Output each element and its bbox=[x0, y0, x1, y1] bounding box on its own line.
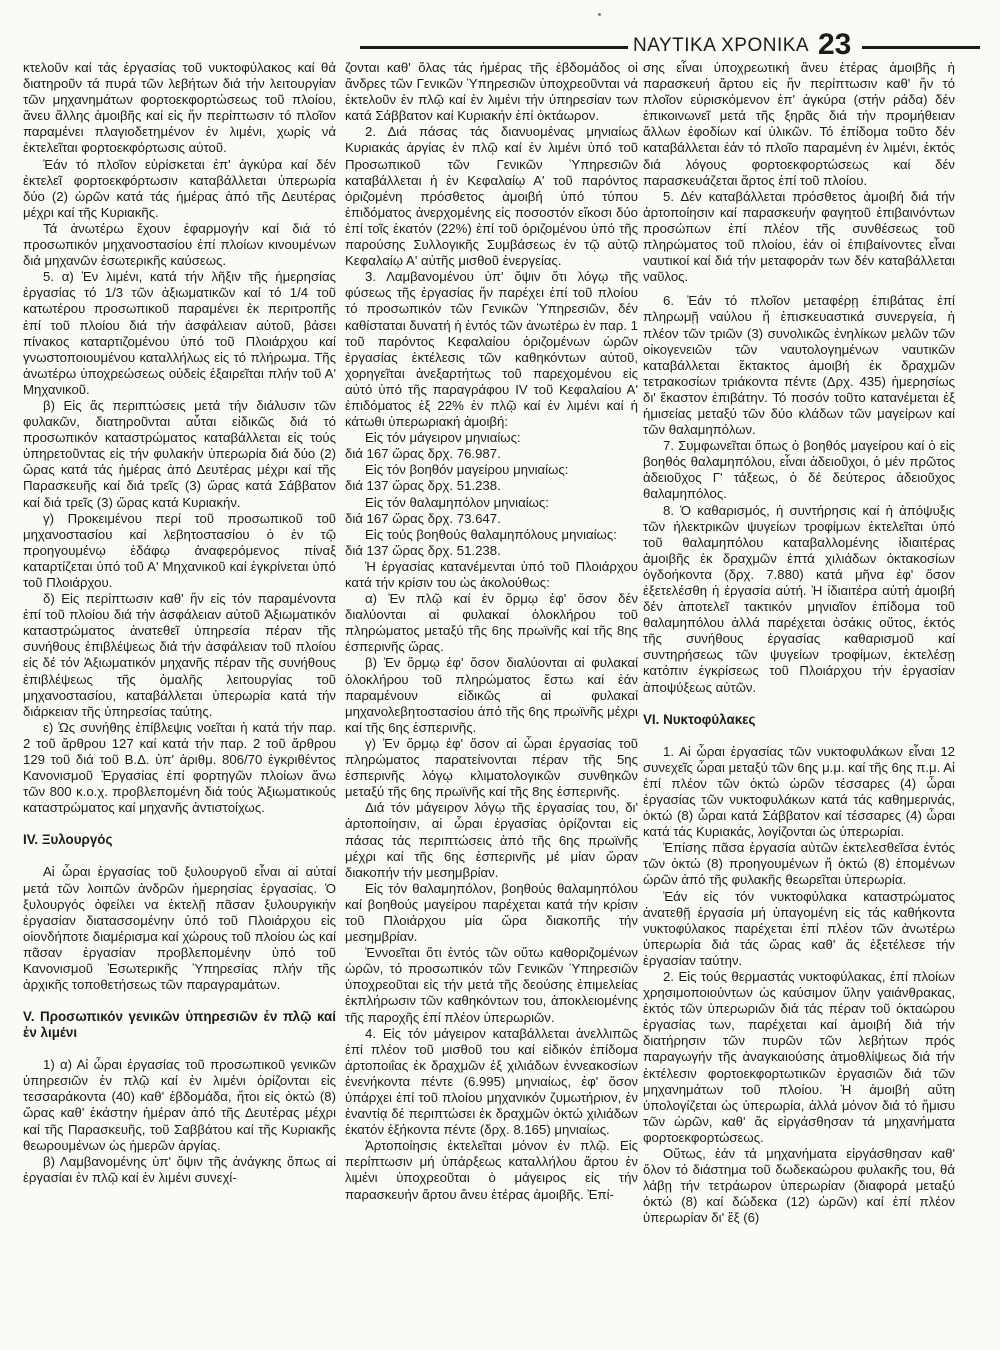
paragraph: Ἀρτοποίησις ἐκτελεῖται μόνον ἐν πλῷ. Εἰς περίπτωσιν μή ὑπάρξεως καταλλήλου ἄρτου ἐν λιμένι ὑποχρεοῦται ὁ μάγειρος εἰς τήν παρασκευήν ἄρτου ἄνευ ἑτέρας ἀμοιβῆς. Ἐπί- bbox=[345, 1138, 638, 1202]
paragraph: 5. Δέν καταβάλλεται πρόσθετος ἀμοιβή διά τήν ἀρτοποίησιν καί παρασκευήν φαγητοῦ ἐπιβαινόντων προσώπων ἐπί πλέον τῆς συνθέσεως τοῦ πληρώματος τοῦ πλοίου, ἐάν οἱ ἐπιβαίνοντες εἶναι ναυτικοί καί διά τήν μεταφοράν των δέν καταβάλλεται ναῦλος. bbox=[643, 188, 955, 285]
paragraph: 3. Λαμβανομένου ὑπ' ὄψιν ὅτι λόγῳ τῆς φύσεως τῆς ἐργασίας ἥν παρέχει ἐπί τοῦ πλοίου τό προσωπικόν τῶν Γενικῶν Ὑπηρεσιῶν, δέν καθίσταται δυνατή ἡ ἐντός τῶν ἀνωτέρω ἐν παρ. 1 τοῦ παρόντος Κεφαλαίου ὁριζομένων ὡρῶν ἐργασίας ἐκτέλεσις τῶν καθηκόντων αὐτοῦ, χορηγεῖται ἀνεξαρτήτως τοῦ παρεχομένου εἰς αὐτό ὑπό τῆς παραγράφου IV τοῦ Κεφαλαίου Α' ἐπιδόματος ἐξ 22% ἐν πλῷ καί ἐν λιμένι καί ἡ κάτωθι ὑπερωριακή ἀμοιβή: bbox=[345, 269, 638, 430]
paragraph: Τά ἀνωτέρω ἔχουν ἐφαρμογήν καί διά τό προσωπικόν μηχανοστασίου ἐπί πλοίων κινουμένων διά μηχανῶν ἐσωτερικῆς καύσεως. bbox=[23, 220, 336, 269]
paragraph: Ἐάν εἰς τόν νυκτοφύλακα καταστρώματος ἀνατεθῇ ἐργασία μή ὑπαγομένη εἰς τάς καθήκοντα νυκτοφύλακος παρέχεται ἐπί πλέον τῶν ἀνωτέρω ὑπερωρία διά τάς ὥρας καθ' ἅς ἐξετέλεσε τήν ἐργασίαν ταύτην. bbox=[643, 888, 955, 968]
section-heading-v: V. Προσωπικόν γενικῶν ὑπηρεσιῶν ἐν πλῷ καί ἐν λιμένι bbox=[23, 1009, 336, 1041]
pay-line: Εἰς τόν θαλαμηπόλον μηνιαίως: bbox=[365, 494, 549, 510]
magazine-title: ΝΑΥΤΙΚΑ ΧΡΟΝΙΚΑ bbox=[633, 35, 810, 56]
pay-line: διά 167 ὥρας δρχ. 76.987. bbox=[345, 446, 501, 462]
paragraph: Ἐπίσης πᾶσα ἐργασία αὐτῶν ἐκτελεσθεῖσα ἐντός τῶν ὀκτώ (8) προηγουμένων ἤ ὀκτώ (8) ἑπομένων ὡρῶν ἀπό τῆς φυλακῆς θεωρεῖται ὑπερωρία. bbox=[643, 840, 955, 888]
paragraph: γ) Ἐν ὅρμῳ ἐφ' ὅσον αἱ ὧραι ἐργασίας τοῦ πληρώματος παρατείνονται πέραν τῆς 5ης ἑσπερινῆς λόγῳ κλιματολογικῶν συνθηκῶν μεταξύ τῆς 6ης πρωϊνῆς καί τῆς 8ης ἑσπερινῆς. bbox=[345, 735, 638, 800]
paragraph: 2. Εἰς τούς θερμαστάς νυκτοφύλακας, ἐπί πλοίων χρησιμοποιούντων ὡς καύσιμον ὕλην γαιάνθρακας, ἐκτός τῶν ὑπερωριῶν διά τάς πέραν τοῦ ὀκταώρου ἐργασίας των, παρέχεται καί ἀμοιβή διά τήν διατήρησιν τῶν πυρῶν τῶν λεβήτων πρός παραγωγήν τῆς ἀναγκαιούσης ἀτμοθλίψεως διά τήν ἐκτέλεσιν φορτοεκφορτωτικῶν ἐργασιῶν διά τῶν μηχανημάτων τοῦ πλοίου. Ἡ ἀμοιβή αὕτη ὑπολογίζεται ὡς ὑπερωρία, ἀλλά μόνον διά τό ἥμισυ τῶν ὡρῶν, καθ' ἅς εἰργάσθησαν τά μηχανήματα φορτοεκφορτώσεως. bbox=[643, 968, 955, 1145]
pay-line: Εἰς τόν βοηθόν μαγείρου μηνιαίως: bbox=[365, 462, 569, 478]
pay-line: Εἰς τόν μάγειρον μηνιαίως: bbox=[365, 430, 521, 446]
paragraph: 5. α) Ἐν λιμένι, κατά τήν λῆξιν τῆς ἡμερησίας ἐργασίας τό 1/3 τῶν ἀξιωματικῶν καί τό 1/4 τοῦ κατωτέρου προσωπικοῦ παραμένει ἐκ περιτροπῆς ἐπί τοῦ πλοίου διά τήν ἀσφάλειαν αὐτοῦ, βάσει πίνακος καταρτιζομένου ὑπό τοῦ Πλοιάρχου καί γνωστοποιουμένου καταλλήλως εἰς τό πλήρωμα. Τῆς ἀνωτέρω ὑποχρεώσεως οὐδείς ἐξαιρεῖται πλήν τοῦ Α' Μηχανικοῦ. bbox=[23, 269, 336, 397]
paragraph: Οὕτως, ἐάν τά μηχανήματα εἰργάσθησαν καθ' ὅλον τό διάστημα τοῦ δωδεκαώρου φυλακῆς του, θά λάβῃ τήν τετράωρον ὑπερωρίαν (διαφορά μεταξύ ὀκτώ (8) καί δώδεκα (12) ὡρῶν) καί ἐπί πλέον ὑπερωρίαν δι' ἕξ (6) bbox=[643, 1146, 955, 1226]
paragraph: ζονται καθ' ὅλας τάς ἡμέρας τῆς ἑβδομάδος οἱ ἄνδρες τῶν Γενικῶν Ὑπηρεσιῶν ὑποχρεοῦνται νά ἐκτελοῦν ἐν πλῷ καί ἐν λιμένι τήν ὑπηρεσίαν των κατά Σάββατον καί Κυριακήν ἐπί ὀκτάωρον. bbox=[345, 60, 638, 124]
paragraph: γ) Προκειμένου περί τοῦ προσωπικοῦ τοῦ μηχανοστασίου καί λεβητοστασίου ὁ ἐν τῷ προηγουμένῳ ἐδάφῳ ἀναφερόμενος πίναξ καταρτίζεται ὑπό τοῦ Α' Μηχανικοῦ καί ἐγκρίνεται ὑπό τοῦ Πλοιάρχου. bbox=[23, 510, 336, 590]
header-rule-right bbox=[862, 46, 980, 49]
paragraph: δ) Εἰς περίπτωσιν καθ' ἥν εἰς τόν παραμένοντα ἐπί τοῦ πλοίου διά τήν ἀσφάλειαν αὐτοῦ Ἀξιωματικόν καταστρώματος ἀνατεθεῖ ὑπηρεσία πέραν τῆς συνήθους ἐπιβλέψεως διά τήν ἀσφάλειαν τοῦ πλοίου εἰς δέ τόν Ἀξιωματικόν μηχανῆς πέραν τῆς συνήθους ἐπιβλέψεως τῆς ὁμαλῆς λειτουργίας τοῦ μηχανοστασίου, καταβάλλεται ὑπερωρία κατά τήν διάρκειαν τῆς ὑπηρεσίας ταύτης. bbox=[23, 591, 336, 719]
paragraph: Διά τόν μάγειρον λόγῳ τῆς ἐργασίας του, δι' ἀρτοποίησιν, αἱ ὧραι ἐργασίας ὁρίζονται εἰς πάσας τάς περιπτώσεις ἀπό τῆς 6ης πρωϊνῆς μέχρι καί τῆς 6ης ἑσπερινῆς μέ μίαν ὥραν διακοπήν τήν μεσημβρίαν. bbox=[345, 800, 638, 880]
section-heading-iv: IV. Ξυλουργός bbox=[23, 832, 113, 848]
paragraph: β) Λαμβανομένης ὑπ' ὄψιν τῆς ἀνάγκης ὅπως αἱ ἐργασίαι ἐν πλῷ καί ἐν λιμένι συνεχί- bbox=[23, 1153, 336, 1185]
paragraph: 1) α) Αἱ ὧραι ἐργασίας τοῦ προσωπικοῦ γενικῶν ὑπηρεσιῶν ἐν πλῷ καί ἐν λιμένι ὁρίζονται εἰς τεσσαράκοντα (40) καθ' ἑβδομάδα, ἤτοι εἰς ὀκτώ (8) ὥρας καθ' ἑκάστην ἡμέραν ἀπό τῆς Δευτέρας μέχρι καί τῆς Παρασκευῆς, τοῦ Σαββάτου καί τῆς Κυριακῆς θεωρουμένων ὡς ἡμερῶν ἀργίας. bbox=[23, 1057, 336, 1153]
paragraph: α) Ἐν πλῷ καί ἐν ὅρμῳ ἐφ' ὅσον δέν διαλύονται αἱ φυλακαί ὁλοκλήρου τοῦ πληρώματος μεταξύ τῆς 6ης πρωϊνῆς καί τῆς 8ης ἑσπερινῆς ὥρας. bbox=[345, 591, 638, 655]
paragraph: Ἐάν τό πλοῖον εὑρίσκεται ἐπ' ἀγκύρα καί δέν ἐκτελεῖ φορτοεκφόρτωσιν καταβάλλεται ὑπερωρία δύο (2) ὡρῶν κατά τάς ἡμέρας ἀπό τῆς Δευτέρας μέχρι καί τῆς Κυριακῆς. bbox=[23, 156, 336, 220]
paragraph: 6. Ἐάν τό πλοῖον μεταφέρῃ ἐπιβάτας ἐπί πληρωμῇ ναύλου ἤ ἐπισκευαστικά συνεργεία, ἡ πλέον τῶν τριῶν (3) συνολικῶς ἐνηλίκων μελῶν τῶν οἰκογενειῶν τῶν ναυτολογημένων ναυτικῶν καταβάλλεται ἔκτακτος ἀμοιβή ἐκ δραχμῶν τετρακοσίων τριάκοντα πέντε (Δρχ. 435) ἡμερησίως δι' ἕκαστον ἐπιβάτην. Τό ποσόν τοῦτο κατανέμεται ἐξ ἡμισείας μεταξύ τῶν δύο κλάδων τῶν μαγείρων καί τῶν θαλαμηπόλων. bbox=[643, 293, 955, 438]
paragraph: 2. Διά πάσας τάς διανυομένας μηνιαίως Κυριακάς ἀργίας ἐν πλῷ καί ἐν λιμένι ὑπό τοῦ Προσωπικοῦ τῶν Γενικῶν Ὑπηρεσιῶν καταβάλλεται ἡ ἐν Κεφαλαίῳ Α' τοῦ παρόντος ὁριζομένη πρόσθετος ἀμοιβή ὑπό τύπου ἐπιδόματος ἀνερχομένης εἰς ποσοστόν εἴκοσι δύο ἐπί τοῖς ἑκατόν (22%) ἐπί τοῦ ὁριζομένου ὑπό τῆς παρούσης Συλλογικῆς Συμβάσεως ἐν τῷ αὐτῷ Κεφαλαίῳ Α' αὐτῆς μισθοῦ ἐνεργείας. bbox=[345, 124, 638, 269]
paragraph: Εἰς τόν θαλαμηπόλον, βοηθούς θαλαμηπόλου καί βοηθούς μαγείρου παρέχεται κατά τήν κρίσιν τοῦ Πλοιάρχου μία ὥρα διακοπῆς τήν μεσημβρίαν. bbox=[345, 880, 638, 945]
column-right bbox=[643, 60, 955, 1226]
page-number: 23 bbox=[818, 28, 852, 61]
header-rule-left bbox=[360, 46, 628, 49]
paragraph: Ἡ ἐργασίας κατανέμενται ὑπό τοῦ Πλοιάρχου κατά τήν κρίσιν του ὡς ἀκολούθως: bbox=[345, 558, 638, 590]
paragraph: σης εἶναι ὑποχρεωτική ἄνευ ἑτέρας ἀμοιβῆς ἡ παρασκευή ἄρτου εἰς ἥν περίπτωσιν καθ' ἥν τό πλοῖον εὑρισκόμενον ἐπ' ἀγκύρα (στήν ράδα) δέν ἐπικοινωνεῖ μετά τῆς ξηρᾶς διά τήν προμήθειαν ἄλλων ἐφοδίων καί ὑλικῶν. Τό ἐπίδομα τοῦτο δέν καταβάλλεται ἐάν τό πλοῖο παραμένη ἐν λιμένι, ἐκτός διά λόγους φορτοεκφορτώσεως καί δέν παρασκευάζεται ἄρτος ἐπί τοῦ πλοίου. bbox=[643, 60, 955, 188]
paragraph: 8. Ὁ καθαρισμός, ἡ συντήρησις καί ἡ ἀπόψυξις τῶν ἠλεκτρικῶν ψυγείων τροφίμων ἐκτελεῖται ὑπό τοῦ θαλαμηπόλου καταβαλλομένης ἰδιαιτέρας ἀμοιβῆς ἐκ δραχμῶν ἑπτά χιλιάδων ὀκτακοσίων ὀγδοήκοντα (δρχ. 7.880) κατά μῆνα ἐφ' ὅσον ἐξετελέσθη ἡ ἐργασία αὐτή. Ἡ ἰδιαιτέρα αὐτή ἀμοιβή δέν ἀποτελεῖ τακτικόν μηνιαῖον ἐπίδομα τοῦ θαλαμηπόλου ἀλλά παρέχεται ὁσάκις οὕτος, ἐκτός τῆς συνήθους ἐργασίας καθαρισμοῦ καί συντηρήσεως τῶν ψυγείων τροφίμων, ἐκτελέσῃ κατόπιν ἐγκρίσεως τοῦ Πλοιάρχου τήν ἐργασίαν ἀποψύξεως αὐτῶν. bbox=[643, 502, 955, 695]
column-middle bbox=[345, 60, 638, 1203]
paragraph: 4. Εἰς τόν μάγειρον καταβάλλεται ἀνελλιπῶς ἐπί πλέον τοῦ μισθοῦ του καί εἰδικόν ἐπίδομα ἀρτοποιΐας ἐκ δραχμῶν ἑξ χιλιάδων ἐννεακοσίων ἐνενήκοντα πέντε (6.995) μηνιαίως, ἐφ' ὅσον ὑπάρχει ἐπί τοῦ πλοίου μηχανικόν ζυμωτήριον, ἐν ἐναντίᾳ δέ περιπτώσει ἐκ δραχμῶν ὀκτώ χιλιάδων ἑκατόν ἑξήκοντα πέντε (δρχ. 8.165) μηνιαίως. bbox=[345, 1025, 638, 1138]
paragraph: β) Ἐν ὅρμῳ ἐφ' ὅσον διαλύονται αἱ φυλακαί ὁλοκλήρου τοῦ πληρώματος ἔστω καί ἐάν παραμένουν εἰδικῶς αἱ φυλακαί μηχανολεβητοστασίου ἀπό τῆς 6ης πρωϊνῆς μέχρι καί τῆς 6ης ἑσπερινῆς. bbox=[345, 655, 638, 735]
paragraph: β) Εἰς ἅς περιπτώσεις μετά τήν διάλυσιν τῶν φυλακῶν, διατηροῦνται αὗται εἰδικῶς διά τό προσωπικόν καταστρώματος καταβάλλεται εἰς τούς ὑπηρετοῦντας εἰς τήν φυλακήν ὑπερωρία διά δύο (2) ὥρας κατά τάς ἡμέρας ἀπό Δευτέρας μέχρι καί τῆς Παρασκευῆς καί διά τρεῖς (3) ὥρας κατά Σάββατον καί διά τρεῖς (3) ὥρας κατά Κυριακήν. bbox=[23, 397, 336, 510]
pay-line: διά 137 ὥρας δρχ. 51.238. bbox=[345, 478, 501, 494]
paragraph: Αἱ ὧραι ἐργασίας τοῦ ξυλουργοῦ εἶναι αἱ αὐταί μετά τῶν λοιπῶν ἀνδρῶν ἡμερησίας ἐργασίας. Ὁ ξυλουργός ὀφείλει να ἐκτελῇ πᾶσαν ξυλουργικήν ἐργασίαν διατασσομένην ὑπό τοῦ Πλοιάρχου εἰς οἱονδήποτε διαμέρισμα καί χώρους τοῦ πλοίου ὡς καί πᾶσαν ἐργασίαν προβλεπομένην ὑπό τοῦ Κανονισμοῦ Ἐσωτερικῆς Ὑπηρεσίας πλήν τῆς ἀρχικῆς τοποθετήσεως τῶν παραγραμάτων. bbox=[23, 864, 336, 993]
column-left bbox=[23, 60, 336, 1186]
paragraph: Ἐννοεῖται ὅτι ἐντός τῶν οὕτω καθοριζομένων ὡρῶν, τό προσωπικόν τῶν Γενικῶν Ὑπηρεσιῶν ὑποχρεοῦται εἰς τήν μετά τῆς δεούσης ἐπιμελείας ἐκπλήρωσιν τῶν καθηκόντων του, ἀποκλειομένης τῆς παροχῆς ἐπί πλέον ὑπερωριῶν. bbox=[345, 945, 638, 1025]
paragraph: ε) Ὡς συνήθης ἐπίβλεψις νοεῖται ἡ κατά τήν παρ. 2 τοῦ ἄρθρου 127 καί κατά τήν παρ. 2 τοῦ ἄρθρου 129 τοῦ διά τοῦ Β.Δ. ὑπ' ἀριθμ. 806/70 ἐγκριθέντος Κανονισμοῦ Ἐργασίας ἐπί φορτηγῶν πλοίων ἄνω τῶν 800 κ.ο.χ. προβλεπομένη διά τούς Ἀξιωματικούς καταστρώματος καί μηχανῆς ἀντιστοίχως. bbox=[23, 719, 336, 816]
paragraph: 1. Αἱ ὧραι ἐργασίας τῶν νυκτοφυλάκων εἶναι 12 συνεχεῖς ὧραι μεταξύ τῶν 6ης μ.μ. καί τῆς 6ης π.μ. Αἱ ἐπί πλέον τῶν ὀκτώ ὡρῶν τέσσαρες (4) ὧραι ἐργασίας τῶν νυκτοφυλάκων κατά τάς καθημερινάς, ὀκτώ (8) ὧραι κατά Σάββατον καί τέσσαρες (4) ὧραι κατά τάς Κυριακάς, λογίζονται ὡς ὑπερωρίαι. bbox=[643, 743, 955, 840]
pay-line: διά 167 ὥρας δρχ. 73.647. bbox=[345, 510, 501, 526]
paragraph: 7. Συμφωνεῖται ὅπως ὁ βοηθός μαγείρου καί ὁ εἰς βοηθός θαλαμηπόλου, εἶναι ἀδειοῦχοι, ὁ μέν πρῶτος ἀδειοῦχος Γ' τάξεως, ὁ δέ δεύτερος ἀδειοῦχος θαλαμηπόλος. bbox=[643, 438, 955, 502]
pay-line: διά 137 ὥρας δρχ. 51.238. bbox=[345, 542, 501, 558]
section-heading-vi: VI. Νυκτοφύλακες bbox=[643, 711, 756, 727]
pay-line: Εἰς τούς βοηθούς θαλαμηπόλους μηνιαίως: bbox=[365, 526, 617, 542]
scan-speck bbox=[598, 13, 601, 16]
paragraph: κτελοῦν καί τάς ἐργασίας τοῦ νυκτοφύλακος καί θά διατηροῦν τά πυρά τῶν λεβήτων διά τήν λειτουργίαν τῶν μηχανημάτων φορτοεκφορτώσεως τοῦ πλοίου, ἄνευ ἄλλης ἀμοιβῆς καί εἰς ἥν περίπτωσιν τό πλοῖον παραμένει πλαγιοδετημένον ἐν λιμένι, χωρίς νά ἐκτελεῖται φορτοεκφόρτωσις αὐτοῦ. bbox=[23, 60, 336, 156]
